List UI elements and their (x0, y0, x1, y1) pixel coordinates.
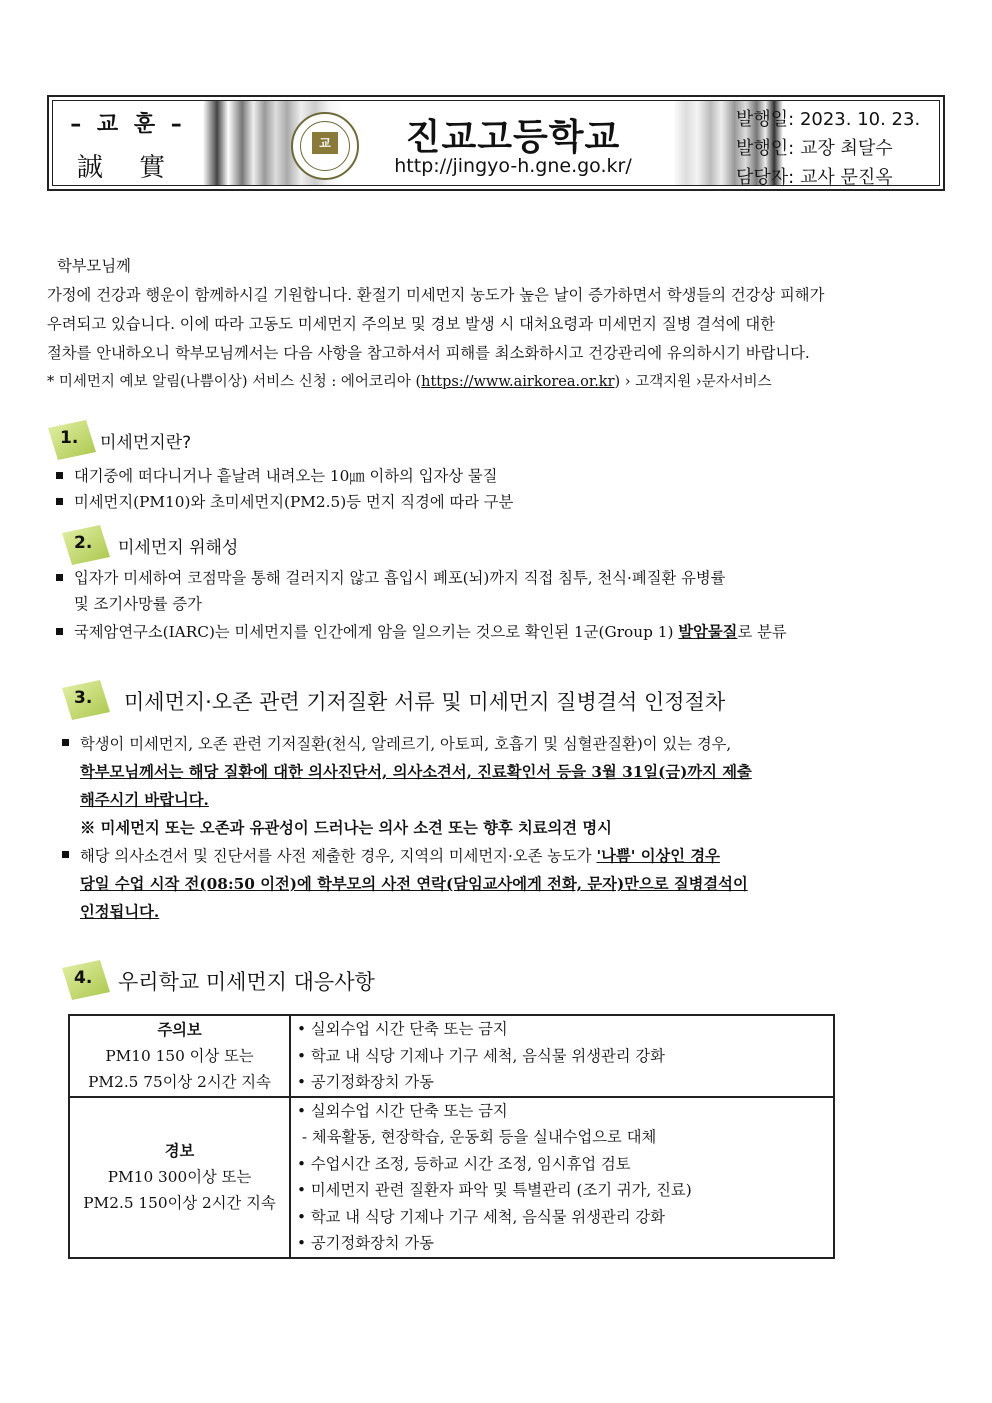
section-title: 미세먼지·오존 관련 기저질환 서류 및 미세먼지 질병결석 인정절차 (124, 690, 726, 714)
action-item: • 학교 내 식당 기제나 기구 세척, 음식물 위생관리 강화 (297, 1046, 665, 1065)
school-url[interactable]: http://jingyo-h.gne.go.kr/ (394, 155, 632, 177)
school-logo (291, 112, 359, 180)
greeting: 학부모님께 (57, 257, 131, 275)
newsletter-header (47, 95, 945, 191)
action-item: - 체육활동, 현장학습, 운동회 등을 실내수업으로 대체 (297, 1128, 657, 1146)
section-title: 미세먼지 위해성 (118, 538, 239, 558)
action-item: • 학교 내 식당 기제나 기구 세척, 음식물 위생관리 강화 (297, 1207, 665, 1226)
section-number: 3. (74, 688, 93, 708)
section-number-badge (62, 525, 110, 565)
section-number-badge (48, 420, 96, 460)
list-item: 입자가 미세하여 코점막을 통해 걸러지지 않고 흡입시 폐포(뇌)까지 직접 침투, 천식·폐질환 유병률 (52, 565, 932, 591)
carcinogen-term: 발암물질 (678, 623, 738, 641)
alert-condition: PM2.5 75이상 2시간 지속 (88, 1072, 271, 1091)
section-heading (62, 680, 942, 720)
action-item: • 실외수업 시간 단축 또는 금지 (297, 1101, 508, 1120)
school-name: 진교고등학교 (405, 117, 621, 158)
service-note (47, 368, 947, 397)
logo-mark: 교 (312, 132, 338, 154)
absence-notice: 인정됩니다. (80, 903, 160, 921)
action-item: • 공기정화장치 가동 (297, 1073, 434, 1091)
alert-condition: PM10 300이상 또는 (107, 1168, 252, 1186)
school-motto (53, 101, 203, 185)
alert-level-name: 주의보 (157, 1020, 202, 1039)
section-body (58, 730, 938, 926)
list-item-continued: 및 조기사망률 증가 (74, 595, 202, 613)
section-heading (62, 960, 942, 1000)
actions-cell (290, 1097, 834, 1258)
motto-text: 誠 實 (76, 153, 180, 183)
note-suffix: ) › 고객지원 ›문자서비스 (614, 374, 772, 390)
note-prefix: * 미세먼지 예보 알림(나쁨이상) 서비스 신청 : 에어코리아 ( (47, 374, 422, 390)
section-number: 1. (60, 428, 79, 448)
table-row (69, 1097, 834, 1258)
section-number-badge (62, 680, 110, 720)
action-item: • 실외수업 시간 단축 또는 금지 (297, 1020, 508, 1038)
alert-condition: PM2.5 150이상 2시간 지속 (83, 1194, 276, 1212)
section-heading (48, 420, 928, 460)
section-title: 우리학교 미세먼지 대응사항 (118, 970, 375, 994)
submission-notice: 학부모님께서는 해당 질환에 대한 의사진단서, 의사소견서, 진료확인서 등을 3월 31일(금)까지 제출 (80, 763, 752, 781)
alert-level-cell (69, 1015, 290, 1097)
publication-info (736, 105, 920, 192)
list-item: 학생이 미세먼지, 오존 관련 기저질환(천식, 알레르기, 아토피, 호흡기 및 심혈관질환)이 있는 경우, (58, 730, 938, 758)
publish-date: 발행일: 2023. 10. 23. (736, 109, 921, 130)
publisher: 발행인: 교장 최달수 (736, 138, 893, 159)
submission-notice: 해주시기 바랍니다. (80, 791, 209, 809)
intro-line: 가정에 건강과 행운이 함께하시길 기원합니다. 환절기 미세먼지 농도가 높은 날이 증가하면서 학생들의 건강상 피해가 (47, 286, 825, 304)
bad-level-term: '나쁨' 이상인 경우 (596, 847, 720, 865)
response-table (68, 1014, 835, 1259)
list-item: 국제암연구소(IARC)는 미세먼지를 인간에게 암을 일으키는 것으로 확인된 1군(Group 1) 발암물질로 분류 (52, 619, 932, 645)
intro-letter (47, 252, 947, 397)
section-body (52, 565, 932, 645)
note-remark: ※ 미세먼지 또는 오존과 유관성이 드러나는 의사 소견 또는 향후 치료의견 명시 (80, 819, 612, 837)
section-number-badge (62, 960, 110, 1000)
section-heading (62, 525, 942, 565)
section-body (52, 463, 932, 515)
table-row (69, 1015, 834, 1097)
intro-line: 절차를 안내하오니 학부모님께서는 다음 사항을 참고하셔서 피해를 최소화하시고 건강관리에 유의하시기 바랍니다. (47, 344, 810, 362)
list-item: 대기중에 떠다니거나 흩날려 내려오는 10㎛ 이하의 입자상 물질 (52, 463, 932, 489)
section-title: 미세먼지란? (100, 433, 192, 453)
absence-notice: 당일 수업 시작 전(08:50 이전)에 학부모의 사전 연락(담임교사에게 전화, 문자)만으로 질병결석이 (80, 875, 748, 893)
intro-line: 우려되고 있습니다. 이에 따라 고동도 미세먼지 주의보 및 경보 발생 시 대처요령과 미세먼지 질병 결석에 대한 (47, 315, 775, 333)
alert-level-cell (69, 1097, 290, 1258)
contact-person: 담당자: 교사 문진옥 (736, 167, 893, 188)
alert-condition: PM10 150 이상 또는 (105, 1046, 254, 1065)
action-item: • 공기정화장치 가동 (297, 1234, 434, 1252)
section-number: 4. (74, 968, 93, 988)
actions-cell (290, 1015, 834, 1097)
section-number: 2. (74, 533, 93, 553)
action-item: • 미세먼지 관련 질환자 파악 및 특별관리 (조기 귀가, 진료) (297, 1181, 692, 1199)
action-item: • 수업시간 조정, 등하교 시간 조정, 임시휴업 검토 (297, 1154, 631, 1173)
airkorea-link[interactable]: https://www.airkorea.or.kr (421, 374, 615, 390)
list-item: 해당 의사소견서 및 진단서를 사전 제출한 경우, 지역의 미세먼지·오존 농도가 '나쁨' 이상인 경우 (58, 842, 938, 870)
list-item: 미세먼지(PM10)와 초미세먼지(PM2.5)등 먼지 직경에 따라 구분 (52, 489, 932, 515)
motto-label: – 교 훈 – (70, 112, 186, 137)
alert-level-name: 경보 (164, 1142, 195, 1160)
